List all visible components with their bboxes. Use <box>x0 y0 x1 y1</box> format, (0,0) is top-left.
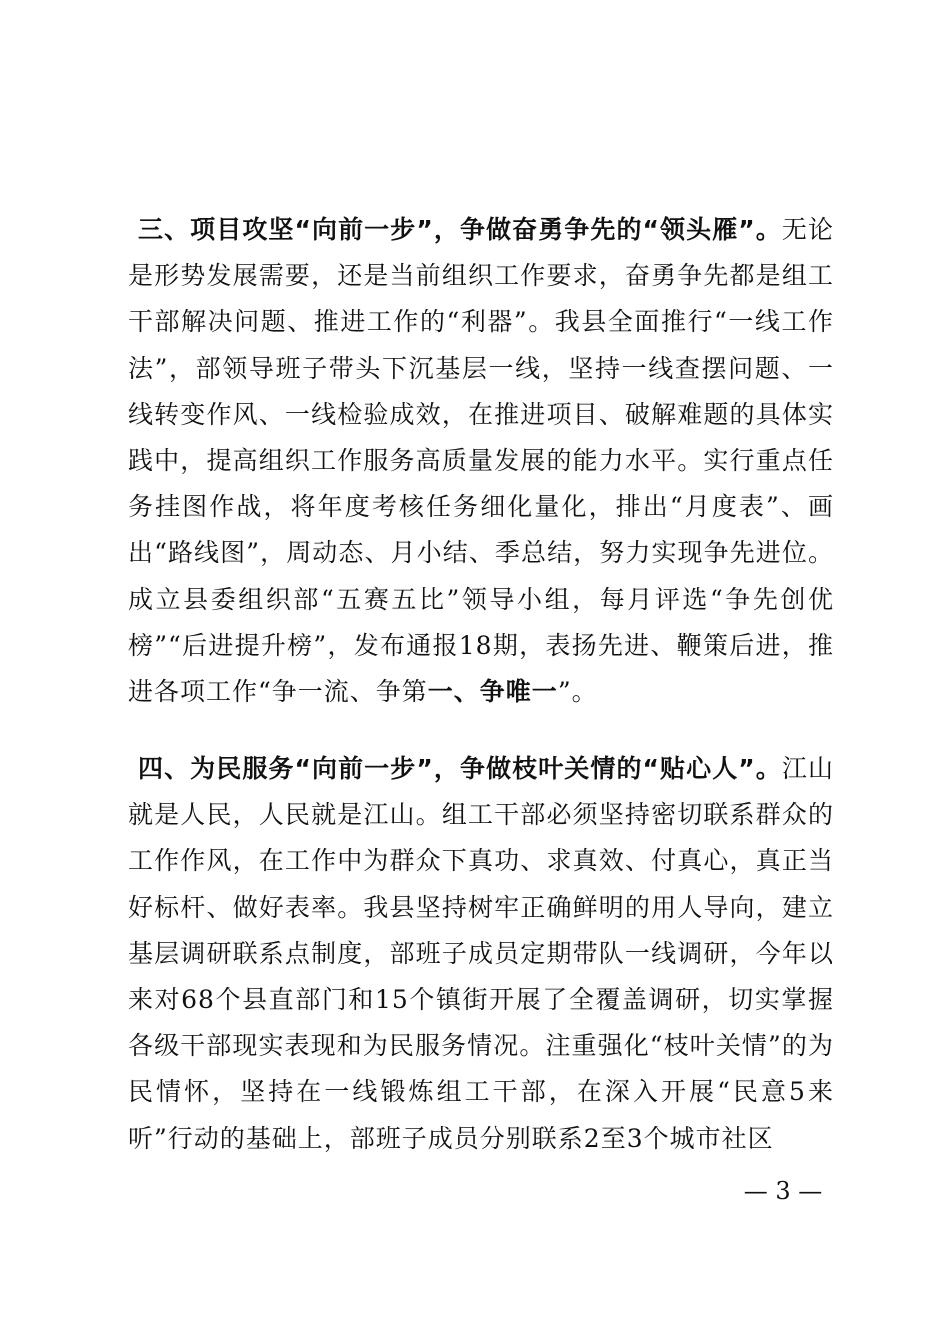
section-four-heading: 四、为民服务“向前一步”，争做枝叶关情的“贴心人”。 <box>138 754 782 783</box>
section-three-heading: 三、项目攻坚“向前一步”，争做奋勇争先的“领头雁”。 <box>138 215 782 244</box>
section-three-paragraph <box>128 207 834 715</box>
section-three-body: 无论是形势发展需要，还是当前组织工作要求，奋勇争先都是组工干部解决问题、推进工作的“利器”。我县全面推行“一线工作法”，部领导班子带头下沉基层一线，坚持一线查摆问题、一线转变作风、一线检验成效，在推进项目、破解难题的具体实践中，提高组织工作服务高质量发展的能力水平。实行重点任务挂图作战，将年度考核任务细化量化，排出“月度表”、画出“路线图”，周动态、月小结、季总结，努力实现争先进位。成立县委组织部“五赛五比”领导小组，每月评选“争先创优榜”“后进提升榜”，发布通报18期，表扬先进、鞭策后进，推进各项工作“争一流、争第 <box>128 215 834 707</box>
section-three-end: ”。 <box>557 677 598 707</box>
section-four-paragraph <box>128 746 834 1162</box>
page-number: — 3 — <box>743 1177 823 1205</box>
section-three-bold-tail: 一、争唯一 <box>427 677 558 707</box>
section-four-body: 江山就是人民，人民就是江山。组工干部必须坚持密切联系群众的工作作风，在工作中为群众下真功、求真效、付真心，真正当好标杆、做好表率。我县坚持树牢正确鲜明的用人导向，建立基层调研联系点制度，部班子成员定期带队一线调研，今年以来对68个县直部门和15个镇街开展了全覆盖调研，切实掌握各级干部现实表现和为民服务情况。注重强化“枝叶关情”的为民情怀，坚持在一线锻炼组工干部，在深入开展“民意5来听”行动的基础上，部班子成员分别联系2至3个城市社区 <box>128 754 834 1153</box>
